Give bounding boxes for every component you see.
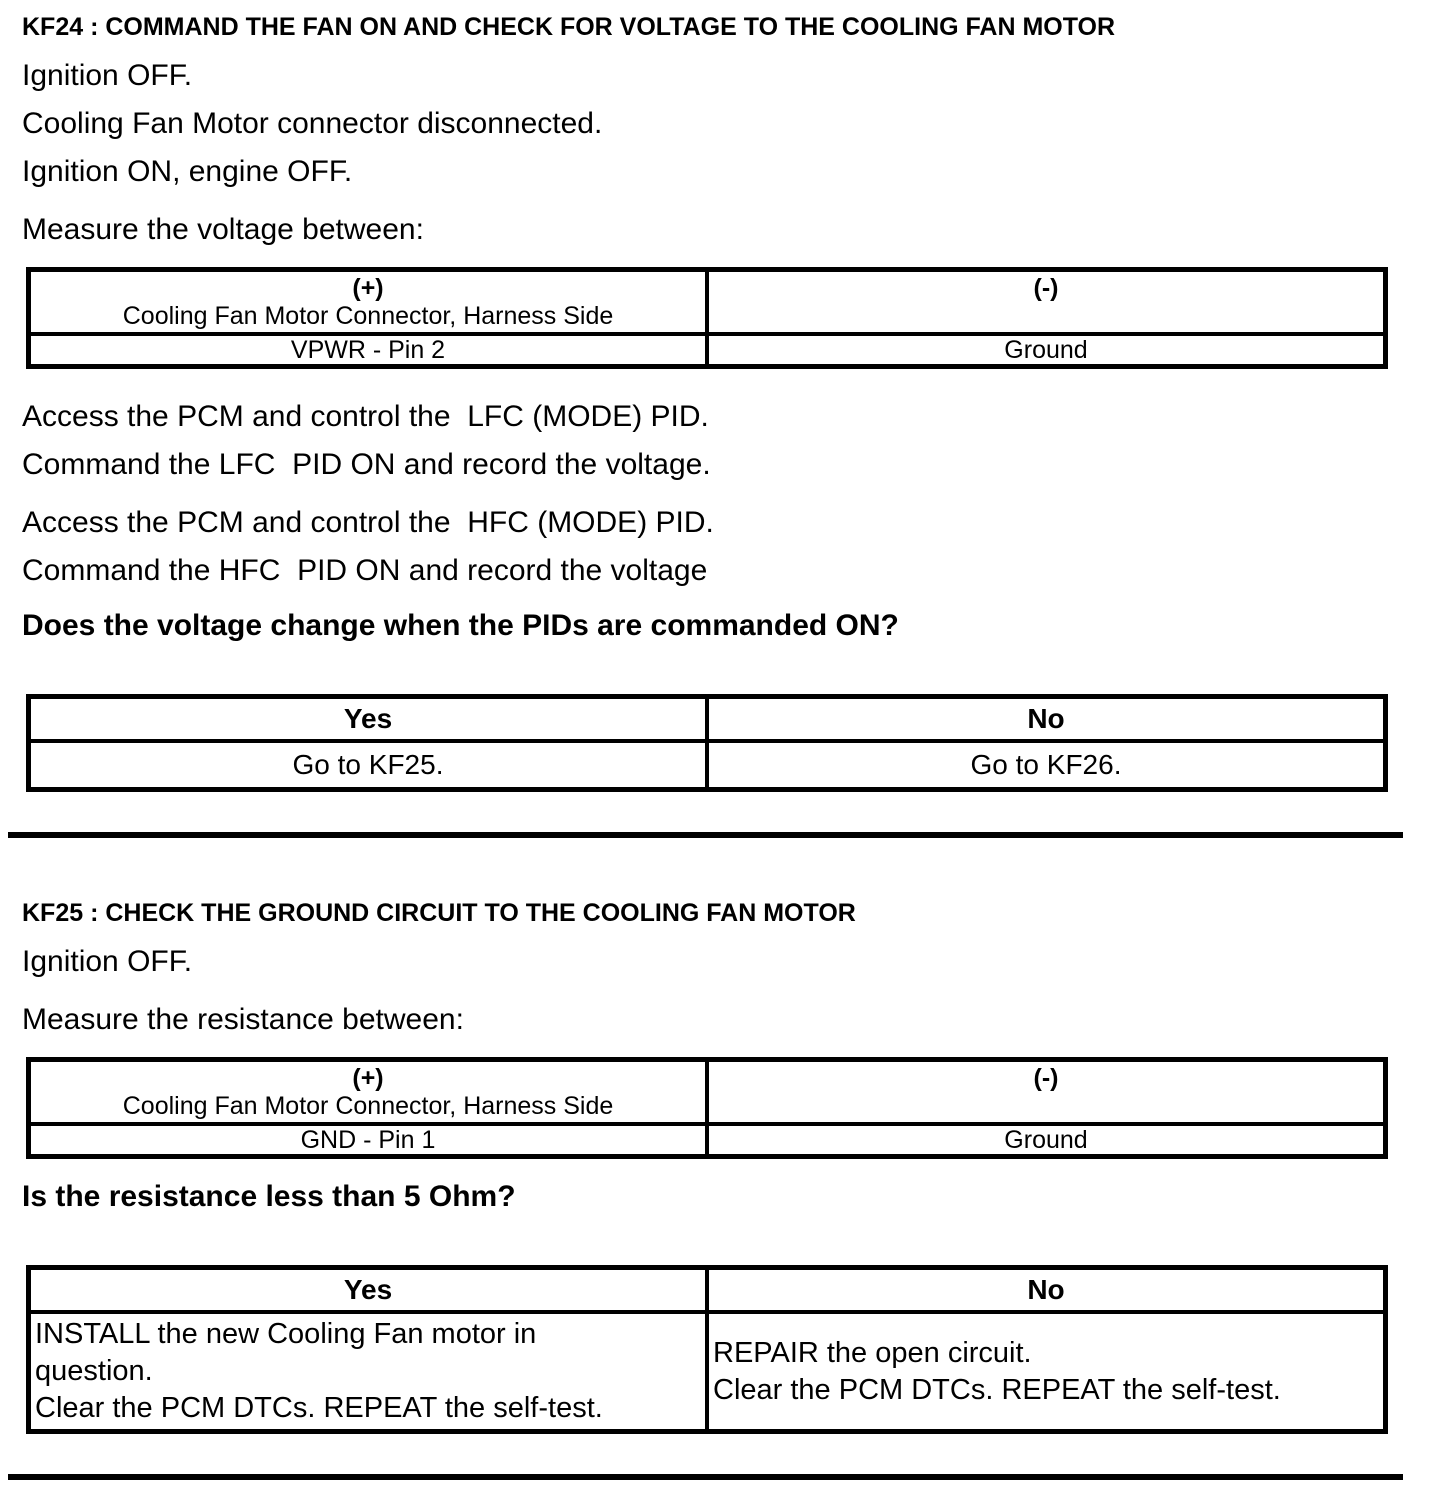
no-action-cell: Go to KF26. xyxy=(707,741,1386,790)
positive-subheader: Cooling Fan Motor Connector, Harness Side xyxy=(122,1092,614,1120)
section-divider xyxy=(8,832,1403,838)
action-line: Clear the PCM DTCs. REPEAT the self-test. xyxy=(35,1392,603,1424)
section-title: KF24 : COMMAND THE FAN ON AND CHECK FOR VOLTAGE TO THE COOLING FAN MOTOR xyxy=(22,13,1116,41)
instruction-step: Cooling Fan Motor connector disconnected. xyxy=(22,107,603,140)
negative-header-cell xyxy=(707,1060,1386,1125)
no-action-cell xyxy=(707,1312,1386,1432)
negative-sign: (-) xyxy=(1033,1064,1059,1092)
measurement-table xyxy=(26,1057,1388,1159)
positive-header-cell xyxy=(29,1060,708,1125)
negative-value-cell: Ground xyxy=(707,334,1386,367)
measure-label: Measure the voltage between: xyxy=(22,213,424,246)
result-table xyxy=(26,1265,1388,1434)
section-title: KF25 : CHECK THE GROUND CIRCUIT TO THE COOLING FAN MOTOR xyxy=(22,899,856,927)
instruction-step: Ignition OFF. xyxy=(22,945,193,978)
decision-question: Does the voltage change when the PIDs are commanded ON? xyxy=(22,609,899,642)
positive-sign: (+) xyxy=(352,1064,384,1092)
yes-header: Yes xyxy=(29,697,708,742)
no-header: No xyxy=(707,1268,1386,1313)
action-line: Clear the PCM DTCs. REPEAT the self-test. xyxy=(713,1373,1281,1406)
negative-value-cell: Ground xyxy=(707,1124,1386,1157)
measurement-table xyxy=(26,267,1388,369)
instruction-step: Access the PCM and control the LFC (MODE) PID. xyxy=(22,400,709,433)
result-table xyxy=(26,694,1388,792)
positive-value-cell: VPWR - Pin 2 xyxy=(29,334,708,367)
yes-action-cell xyxy=(29,1312,708,1432)
positive-subheader: Cooling Fan Motor Connector, Harness Side xyxy=(122,302,614,330)
section-kf25 xyxy=(0,898,1440,1434)
action-line: REPAIR the open circuit. xyxy=(713,1336,1032,1369)
no-header: No xyxy=(707,697,1386,742)
action-line: INSTALL the new Cooling Fan motor in xyxy=(35,1318,537,1350)
negative-header-cell xyxy=(707,270,1386,335)
decision-question: Is the resistance less than 5 Ohm? xyxy=(22,1180,516,1213)
negative-sign: (-) xyxy=(1033,274,1059,302)
instruction-step: Command the HFC PID ON and record the voltage xyxy=(22,554,708,587)
instruction-step: Access the PCM and control the HFC (MODE) PID. xyxy=(22,506,714,539)
instruction-step: Command the LFC PID ON and record the voltage. xyxy=(22,448,711,481)
section-kf24 xyxy=(0,12,1440,792)
yes-action-cell: Go to KF25. xyxy=(29,741,708,790)
action-line: question. xyxy=(35,1355,153,1387)
instruction-step: Ignition ON, engine OFF. xyxy=(22,155,353,188)
positive-value-cell: GND - Pin 1 xyxy=(29,1124,708,1157)
page-bottom-divider xyxy=(8,1474,1403,1480)
positive-header-cell xyxy=(29,270,708,335)
instruction-step: Ignition OFF. xyxy=(22,59,193,92)
positive-sign: (+) xyxy=(352,274,384,302)
measure-label: Measure the resistance between: xyxy=(22,1003,464,1036)
yes-header: Yes xyxy=(29,1268,708,1313)
